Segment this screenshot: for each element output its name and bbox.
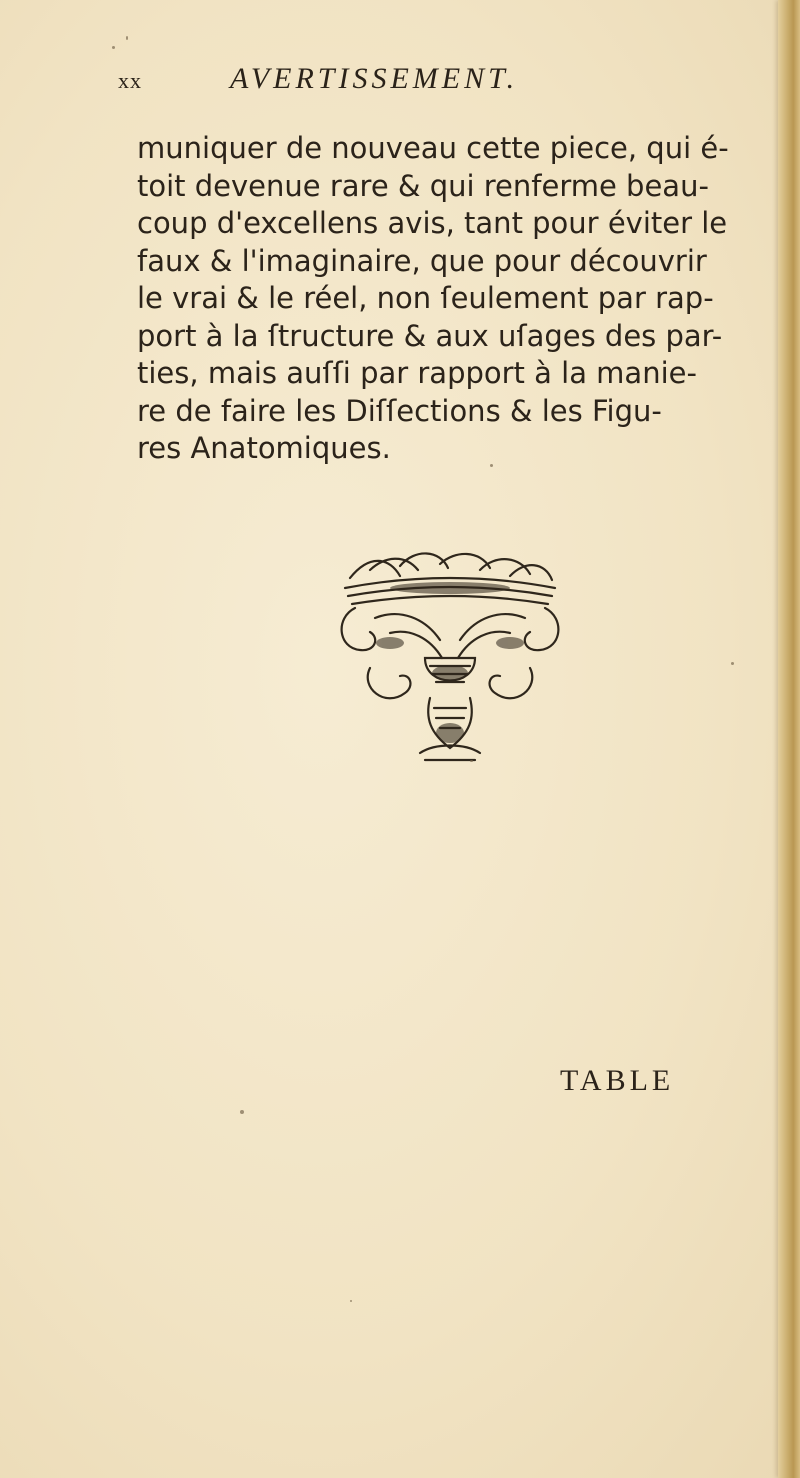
paper-speck <box>470 760 473 762</box>
paper-speck <box>240 1110 244 1114</box>
text-line: port à la ſtructure & aux uſages des par- <box>137 318 723 353</box>
page-edge <box>778 0 800 1478</box>
paper-speck <box>731 662 734 665</box>
text-line: res Anatomiques. <box>137 431 391 465</box>
body-text <box>137 130 757 468</box>
paper-speck <box>350 1300 352 1302</box>
text-line: toit devenue rare & qui renferme beau- <box>137 168 709 203</box>
text-line: ties, mais auſſi par rapport à la manie- <box>137 356 697 390</box>
text-line: re de faire les Diſſections & les Figu- <box>137 393 662 428</box>
text-line: muniquer de nouveau cette piece, qui é- <box>137 131 729 165</box>
floral-tailpiece-ornament-icon <box>330 548 570 778</box>
catchword-table: TABLE <box>560 1064 675 1097</box>
paper-speck <box>490 464 493 467</box>
page-number: xx <box>118 68 142 93</box>
text-line: le vrai & le réel, non ſeulement par rap- <box>137 281 714 315</box>
page-header <box>118 62 698 98</box>
text-line: faux & l'imaginaire, que pour découvrir <box>137 243 707 278</box>
text-line: coup d'excellens avis, tant pour éviter le <box>137 206 728 240</box>
paper-speck <box>112 46 115 49</box>
running-title: AVERTISSEMENT. <box>230 62 519 95</box>
paper-speck <box>126 36 128 40</box>
